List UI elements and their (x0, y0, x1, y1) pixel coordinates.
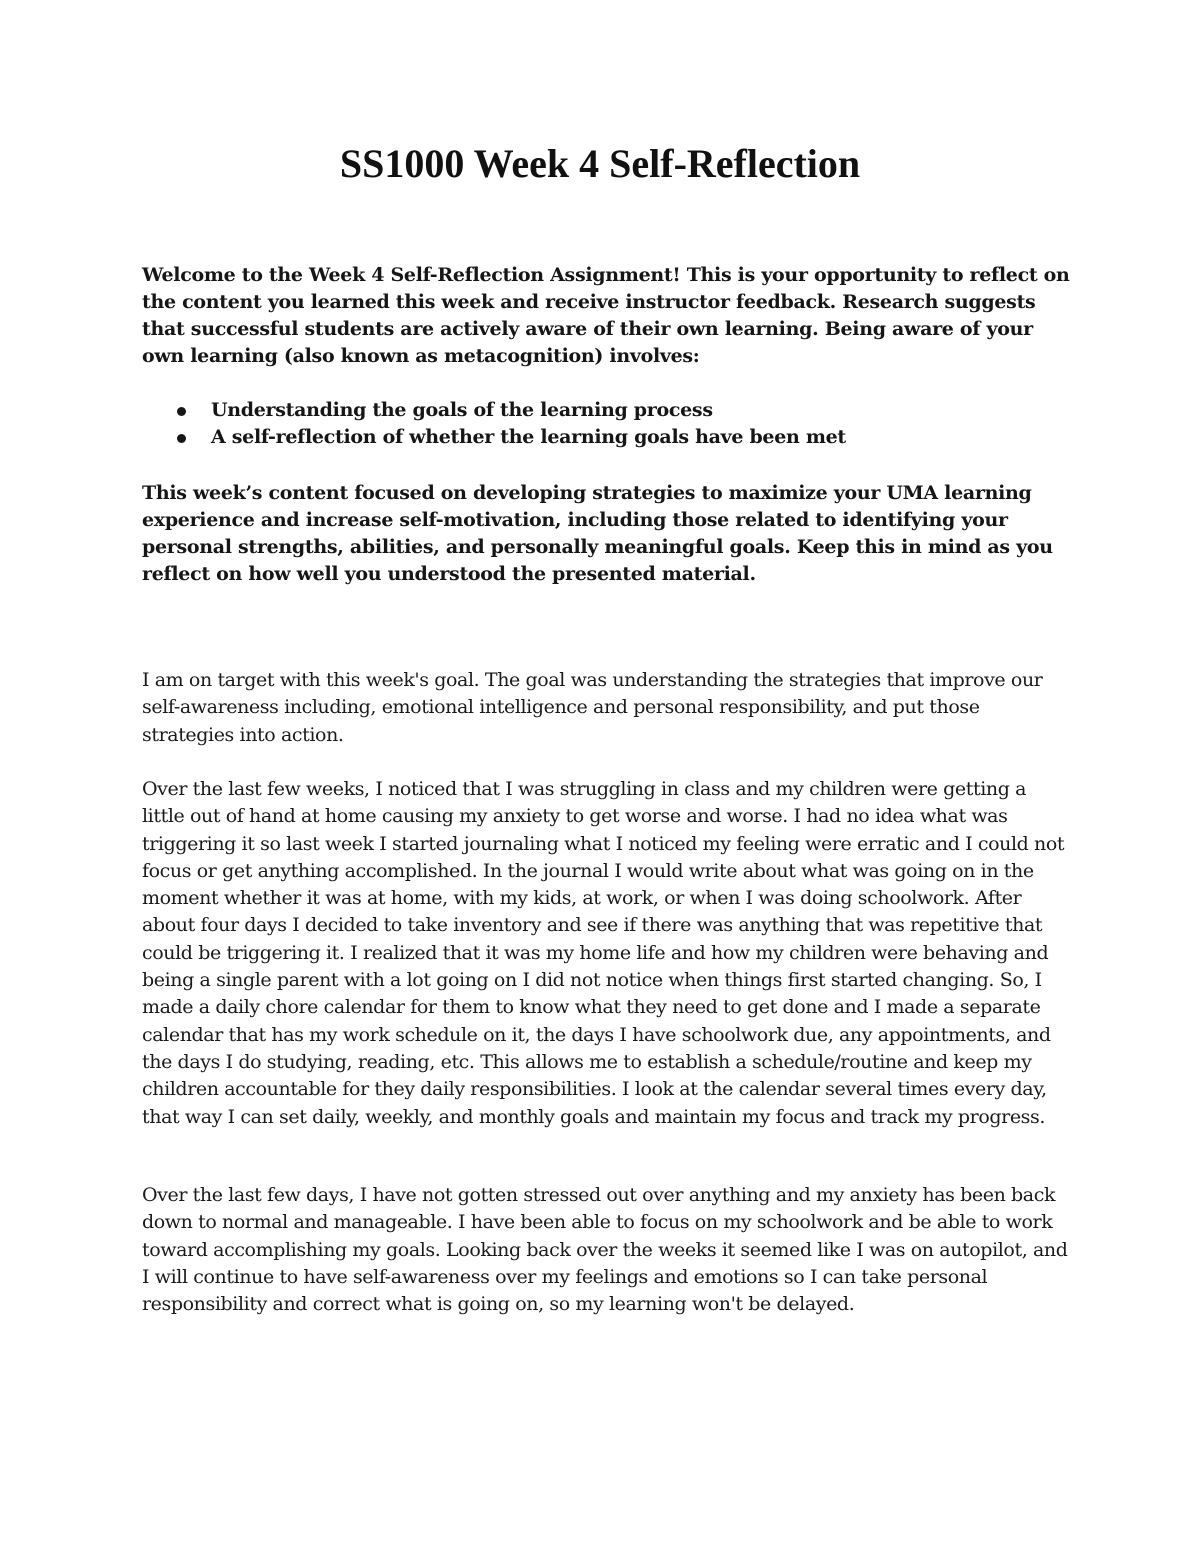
response-paragraph-goal: I am on target with this week's goal. The goal was understanding the strategies that improve our self-awareness including, emotional intelligence and personal responsibility, and put those strategies into action. (142, 669, 1043, 746)
list-item-text: A self-reflection of whether the learning goals have been met (211, 426, 846, 448)
bullet-icon (177, 407, 186, 416)
list-item-text: Understanding the goals of the learning process (211, 399, 713, 421)
intro-paragraph: Welcome to the Week 4 Self-Reflection Assignment! This is your opportunity to reflect on the content you learned this week and receive instructor feedback. Research suggests that successful students are actively aware of their own learning. Being aware of your own learning (also known as metacognition) involves: (142, 264, 1070, 367)
bullet-icon (177, 434, 186, 443)
content-focus-paragraph: This week’s content focused on developing strategies to maximize your UMA learning experience and increase self-motivation, including those related to identifying your personal strengths, abilities, and personally meaningful goals. Keep this in mind as you reflect on how well you understood the presented material. (142, 482, 1053, 585)
response-paragraph-journaling: Over the last few weeks, I noticed that I was struggling in class and my children were getting a little out of hand at home causing my anxiety to get worse and worse. I had no idea what was triggering it so last week I started journaling what I noticed my feeling were erratic and I could not focus or get anything accomplished. In the journal I would write about what was going on in the moment whether it was at home, with my kids, at work, or when I was doing schoolwork. After about four days I decided to take inventory and see if there was anything that was repetitive that could be triggering it. I realized that it was my home life and how my children were behaving and being a single parent with a lot going on I did not notice when things first started changing. So, I made a daily chore calendar for them to know what they need to get done and I made a separate calendar that has my work schedule on it, the days I have schoolwork due, any appointments, and the days I do studying, reading, etc. This allows me to establish a schedule/routine and keep my children accountable for they daily responsibilities. I look at the calendar several times every day, that way I can set daily, weekly, and monthly goals and maintain my focus and track my progress. (142, 778, 1065, 1128)
page-title: SS1000 Week 4 Self-Reflection (339, 141, 861, 186)
list-item (142, 397, 1072, 424)
metacognition-list (142, 397, 1072, 451)
response-paragraph-progress: Over the last few days, I have not gotten stressed out over anything and my anxiety has been back down to normal and manageable. I have been able to focus on my schoolwork and be able to work toward accomplishing my goals. Looking back over the weeks it seemed like I was on autopilot, and I will continue to have self-awareness over my feelings and emotions so I can take personal responsibility and correct what is going on, so my learning won't be delayed. (142, 1184, 1068, 1316)
list-item (142, 424, 1072, 451)
